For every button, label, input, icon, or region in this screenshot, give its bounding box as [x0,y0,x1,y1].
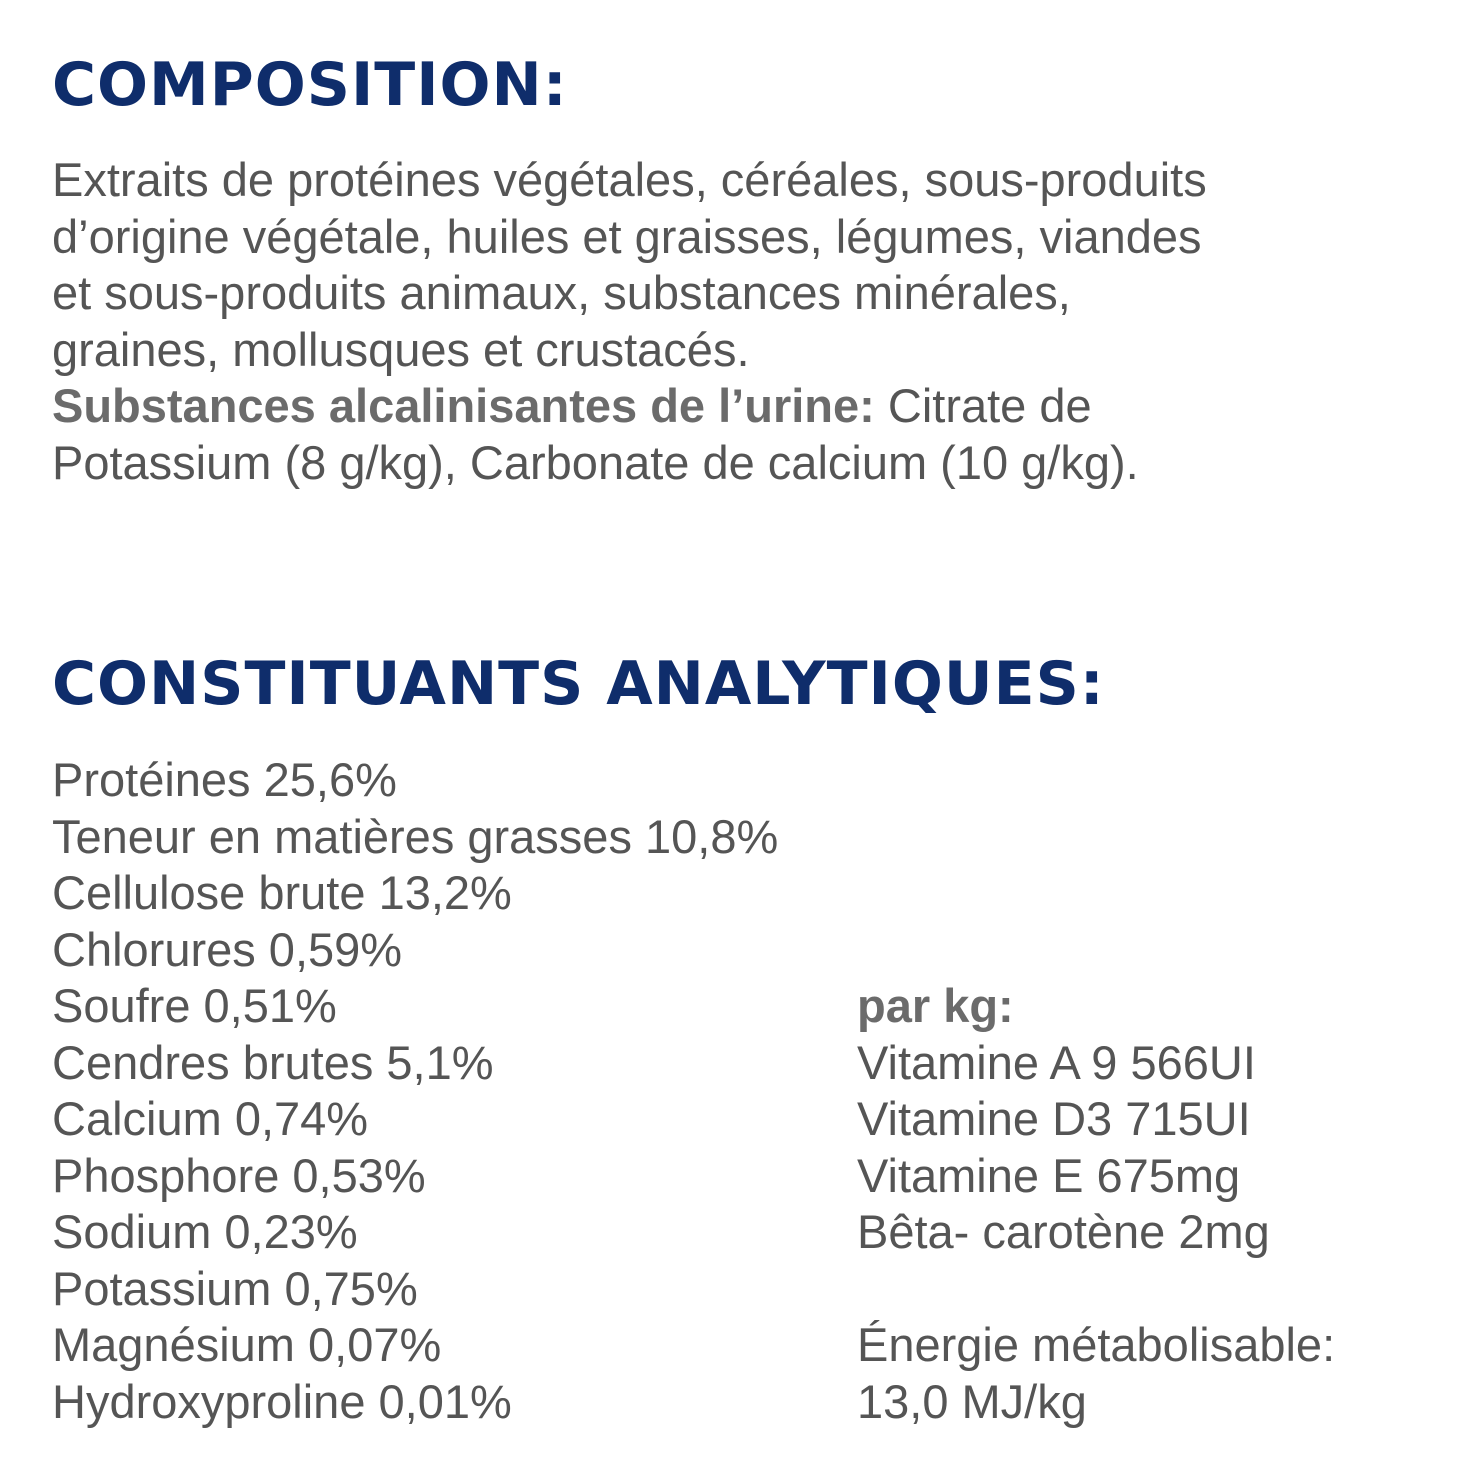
energy-label: Énergie métabolisable: [857,1318,1336,1371]
list-item: Phosphore 0,53% [52,1148,426,1202]
list-item: Cendres brutes 5,1% [52,1035,494,1089]
list-item: Teneur en matières grasses 10,8% [52,809,779,863]
list-item: Chlorures 0,59% [52,922,403,976]
list-item: Protéines 25,6% [52,753,397,806]
spacer [857,1261,1335,1318]
composition-text [52,152,1452,491]
energy-value: 13,0 MJ/kg [857,1374,1087,1428]
alkaline-substances-label: Substances alcalinisantes de l’urine: [52,379,875,432]
list-item: Bêta- carotène 2mg [857,1205,1270,1258]
list-item: Vitamine E 675mg [857,1148,1241,1202]
composition-line: graines, mollusques et crustacés. [52,322,750,376]
composition-line: et sous-produits animaux, substances minérales, [52,266,1071,319]
list-item: Hydroxyproline 0,01% [52,1374,512,1428]
analytical-constituents-list [52,752,778,1430]
alkaline-substances-text: Citrate de [874,379,1092,432]
composition-heading: COMPOSITION: [52,50,568,120]
list-item: Sodium 0,23% [52,1205,358,1258]
list-item: Magnésium 0,07% [52,1318,442,1371]
alkaline-substances-line [52,378,1452,435]
list-item: Soufre 0,51% [52,979,337,1032]
list-item: Vitamine A 9 566UI [857,1035,1256,1089]
list-item: Cellulose brute 13,2% [52,866,512,919]
list-item: Vitamine D3 715UI [857,1092,1251,1145]
list-item: Calcium 0,74% [52,1092,369,1145]
composition-line: Extraits de protéines végétales, céréales, sous-produits [52,153,1207,206]
analytical-constituents-heading: CONSTITUANTS ANALYTIQUES: [52,649,1105,719]
per-kg-list [857,978,1335,1430]
alkaline-substances-line-2: Potassium (8 g/kg), Carbonate de calcium (10 g/kg). [52,435,1139,489]
composition-line: d’origine végétale, huiles et graisses, légumes, viandes [52,209,1202,263]
list-item: Potassium 0,75% [52,1261,418,1315]
per-kg-title: par kg: [857,979,1014,1032]
